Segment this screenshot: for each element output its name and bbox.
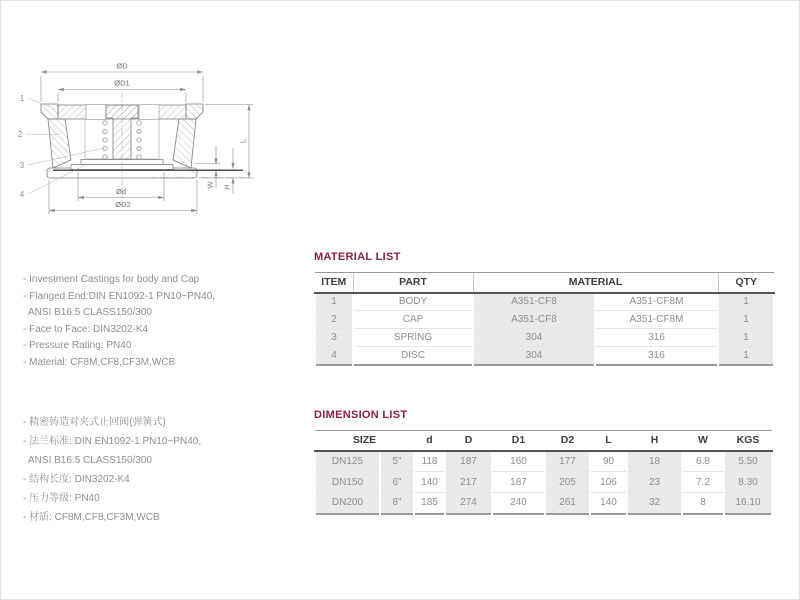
- dimension-cell-D1: 187: [492, 472, 545, 493]
- dimension-cell-D: 217: [445, 472, 492, 493]
- material-cell-mat-b: A351-CF8M: [595, 311, 718, 329]
- material-list-title: MATERIAL LIST: [314, 251, 401, 263]
- dimension-header-d: d: [414, 431, 445, 451]
- dimension-cell-W: 8: [700, 497, 706, 509]
- dimension-header-size: SIZE: [315, 431, 414, 451]
- material-cell-part: SPRING: [353, 329, 473, 347]
- dimension-cell-d: 118: [414, 451, 445, 472]
- dimension-header-D2: D2: [545, 431, 590, 451]
- note-line: - Investment Castings for body and Cap: [23, 274, 200, 285]
- material-row: [315, 329, 774, 347]
- material-row: [315, 347, 774, 365]
- material-cell-qty: 1: [718, 311, 774, 329]
- dimension-cell-D2: 261: [545, 493, 590, 514]
- material-header-material: MATERIAL: [473, 273, 718, 293]
- dimension-list-section: [314, 409, 771, 515]
- note-line: - 精密铸造对夹式止回阀(弹簧式): [23, 417, 166, 428]
- material-list-table: [314, 272, 775, 366]
- material-header-item: ITEM: [315, 273, 353, 293]
- material-cell-qty: 1: [718, 347, 774, 365]
- dimension-list-title: DIMENSION LIST: [314, 409, 408, 421]
- material-cell-part: CAP: [353, 311, 473, 329]
- material-cell-mat-a: A351-CF8: [473, 311, 595, 329]
- material-row: [315, 293, 774, 311]
- callout-3: 3: [19, 161, 25, 170]
- dimension-cell-inch: 8": [380, 493, 414, 514]
- note-line: ANSI B16.5 CLASS150/300: [23, 307, 152, 318]
- valve-section-drawing: [1, 1, 301, 241]
- dim-label-od1: ØD1: [114, 78, 130, 88]
- material-cell-mat-a: A351-CF8: [473, 293, 595, 311]
- dimension-row: [315, 451, 772, 472]
- dimension-cell-H: 18: [627, 451, 682, 472]
- note-line: - Face to Face: DIN3202-K4: [23, 323, 149, 335]
- material-cell-mat-b: A351-CF8M: [595, 293, 718, 311]
- material-header-row: [315, 273, 774, 293]
- material-cell-qty: 1: [718, 329, 774, 347]
- dimension-cell-D2: 205: [545, 472, 590, 493]
- note-line: ANSI B16.5 CLASS150/300: [23, 455, 152, 466]
- dimension-cell-d: 140: [414, 472, 445, 493]
- dimension-cell-dn: DN150: [315, 472, 380, 493]
- dimension-cell-dn: DN125: [315, 451, 380, 472]
- material-cell-part: DISC: [401, 349, 425, 361]
- material-cell-item: 2: [315, 311, 353, 329]
- dimension-cell-L: 106: [590, 472, 627, 493]
- note-line: - 法兰标准: DIN EN1092-1 PN10~PN40,: [23, 436, 202, 447]
- dimension-cell-D: 274: [445, 493, 492, 514]
- material-row: [315, 311, 774, 329]
- dimension-row: [315, 472, 772, 493]
- material-header-qty: QTY: [718, 273, 774, 293]
- material-cell-item: 1: [315, 293, 353, 311]
- note-line: - 材质: CF8M,CF8,CF3M,WCB: [23, 512, 160, 523]
- dimension-cell-kgs: 8.30: [724, 472, 772, 493]
- dimension-header-row: [315, 431, 772, 451]
- dimension-cell-d: 185: [421, 497, 438, 509]
- dimension-cell-H: 23: [627, 472, 682, 493]
- material-cell-item: 4: [315, 347, 353, 365]
- note-line: - Pressure Rating: PN40: [23, 340, 132, 351]
- material-cell-qty: 1: [718, 293, 774, 311]
- valve-disc: [53, 160, 243, 171]
- dimension-cell-W: 7.2: [682, 472, 724, 493]
- material-cell-part: BODY: [353, 293, 473, 311]
- dimension-header-kgs: KGS: [724, 431, 772, 451]
- note-line: - Material: CF8M,CF8,CF3M,WCB: [23, 356, 176, 368]
- dim-label-l: L: [238, 138, 248, 144]
- dim-label-small-od: Ød: [115, 187, 127, 196]
- callout-2: 2: [17, 130, 23, 139]
- material-cell-mat-b: 316: [648, 349, 665, 361]
- dimension-cell-D: 187: [445, 451, 492, 472]
- note-line: - Flanged End:DIN EN1092-1 PN10~PN40,: [23, 290, 216, 302]
- note-line: - 结构长度: DIN3202-K4: [23, 474, 130, 485]
- dimension-header-H: H: [627, 431, 682, 451]
- dimension-cell-W: 6.8: [682, 451, 724, 472]
- material-cell-mat-b: 316: [595, 329, 718, 347]
- callout-numbers: [18, 94, 25, 199]
- dim-label-h: H: [222, 184, 232, 190]
- valve-drawing-svg: [1, 1, 301, 241]
- material-cell-mat-a: 304: [473, 347, 595, 365]
- dimension-header-D1: D1: [492, 431, 545, 451]
- material-header-part: PART: [353, 273, 473, 293]
- dimension-row: [315, 493, 772, 514]
- dimension-cell-dn: DN200: [315, 493, 380, 514]
- dimension-cell-H: 32: [627, 493, 682, 514]
- dimension-cell-L: 90: [590, 451, 627, 472]
- dim-label-od2: ØD2: [115, 200, 131, 209]
- dimension-cell-D1: 160: [492, 451, 545, 472]
- dimension-cell-kgs: 16.10: [724, 493, 772, 514]
- callout-1: 1: [19, 94, 25, 103]
- dimension-cell-kgs: 5.50: [724, 451, 772, 472]
- dimension-header-D: D: [445, 431, 492, 451]
- dimension-header-L: L: [590, 431, 627, 451]
- dimension-cell-D2: 177: [545, 451, 590, 472]
- dimension-cell-D1: 240: [510, 497, 527, 509]
- dim-label-od: ØD: [116, 61, 128, 71]
- dimension-lines: [41, 72, 253, 214]
- notes-chinese: [23, 413, 201, 527]
- dim-label-w: W: [205, 181, 215, 189]
- dimension-cell-L: 140: [600, 497, 617, 509]
- notes-english: [23, 272, 215, 371]
- dimension-cell-inch: 5": [380, 451, 414, 472]
- material-cell-mat-a: 304: [473, 329, 595, 347]
- callout-4: 4: [19, 190, 25, 199]
- note-line: - 压力等级: PN40: [23, 493, 100, 504]
- material-cell-item: 3: [315, 329, 353, 347]
- dimension-list-table: [314, 430, 773, 515]
- material-list-section: [314, 251, 773, 366]
- dimension-header-W: W: [682, 431, 724, 451]
- dimension-cell-inch: 6": [380, 472, 414, 493]
